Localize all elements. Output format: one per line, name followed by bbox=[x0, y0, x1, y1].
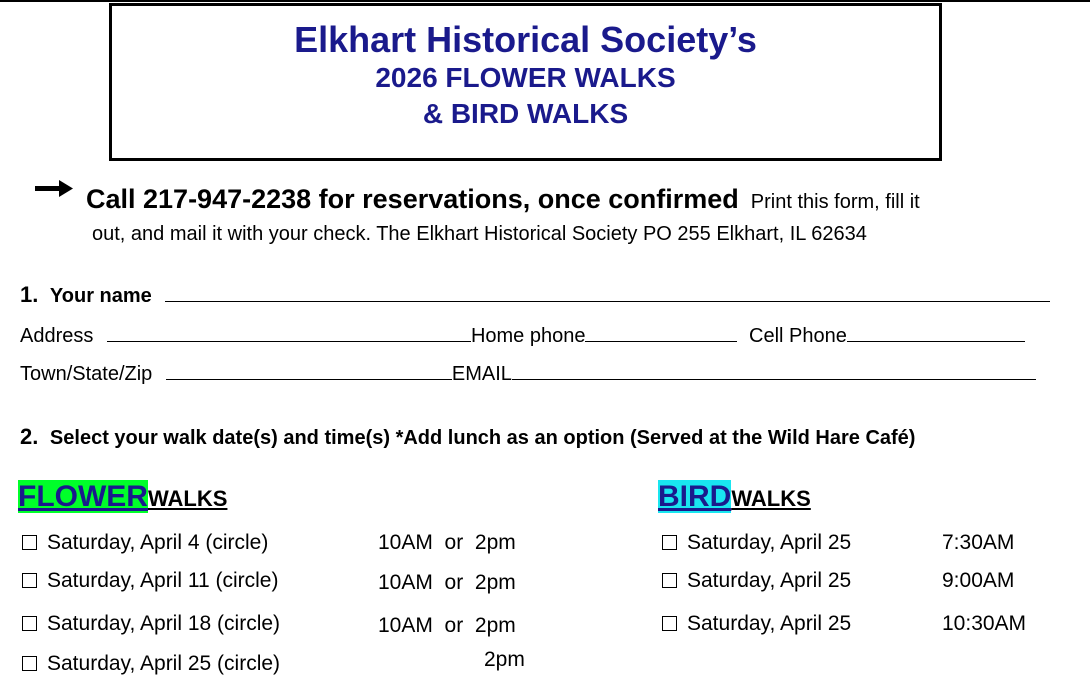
section2-label: Select your walk date(s) and time(s) *Add lunch as an option (Served at the Wild Hare Café) bbox=[49, 427, 916, 449]
bird-checkbox[interactable] bbox=[662, 573, 677, 588]
address-field[interactable] bbox=[107, 321, 471, 342]
flower-or-text: or bbox=[444, 531, 464, 554]
flower-item-label: Saturday, April 11 (circle) bbox=[47, 569, 279, 592]
flower-item bbox=[22, 652, 280, 676]
flower-time-options bbox=[378, 614, 516, 638]
flower-item bbox=[22, 569, 278, 593]
section1-number: 1. bbox=[20, 282, 39, 307]
top-rule bbox=[0, 0, 1090, 2]
cell-phone-field[interactable] bbox=[847, 321, 1025, 342]
flower-am-option[interactable]: 10AM bbox=[378, 614, 433, 637]
email-label: EMAIL bbox=[451, 363, 512, 385]
flower-pm-option[interactable]: 2pm bbox=[474, 614, 516, 637]
title-society: Elkhart Historical Society’s bbox=[294, 19, 757, 60]
name-field[interactable] bbox=[165, 281, 1050, 302]
town-row bbox=[20, 359, 1036, 386]
flower-item-label: Saturday, April 4 (circle) bbox=[47, 531, 269, 554]
address-row bbox=[20, 321, 1025, 348]
town-label: Town/State/Zip bbox=[20, 363, 153, 385]
flower-checkbox[interactable] bbox=[22, 535, 37, 550]
bird-item-label: Saturday, April 25 bbox=[687, 531, 852, 554]
flower-time-options bbox=[378, 571, 516, 595]
address-label: Address bbox=[20, 325, 94, 347]
home-phone-label: Home phone bbox=[470, 325, 586, 347]
bird-item-label: Saturday, April 25 bbox=[687, 569, 852, 592]
call-phone-text: Call 217-947-2238 for reservations, once confirmed bbox=[86, 184, 739, 214]
bird-item bbox=[662, 569, 851, 593]
town-field[interactable] bbox=[166, 359, 452, 380]
flower-walks-suffix: WALKS bbox=[147, 486, 228, 511]
email-field[interactable] bbox=[512, 359, 1036, 380]
bird-item bbox=[662, 612, 851, 636]
title-bird-walks: & BIRD WALKS bbox=[422, 98, 629, 129]
flower-item bbox=[22, 531, 268, 555]
home-phone-field[interactable] bbox=[585, 321, 737, 342]
bird-walks-suffix: WALKS bbox=[731, 486, 811, 511]
flower-item-label: Saturday, April 25 (circle) bbox=[47, 652, 281, 675]
flower-pm-option[interactable]: 2pm bbox=[484, 648, 525, 671]
bird-checkbox[interactable] bbox=[662, 616, 677, 631]
flower-or-text: or bbox=[444, 614, 464, 637]
title-box bbox=[109, 3, 942, 161]
name-label: Your name bbox=[49, 285, 152, 307]
call-print-text: Print this form, fill it bbox=[750, 191, 920, 213]
flower-time-options bbox=[484, 648, 525, 672]
flower-am-option[interactable]: 10AM bbox=[378, 571, 433, 594]
flower-checkbox[interactable] bbox=[22, 573, 37, 588]
call-instructions bbox=[86, 184, 920, 215]
bird-item-label: Saturday, April 25 bbox=[687, 612, 852, 635]
flower-checkbox[interactable] bbox=[22, 616, 37, 631]
bird-time: 7:30AM bbox=[942, 531, 1015, 554]
section2-number: 2. bbox=[20, 424, 39, 449]
flower-checkbox[interactable] bbox=[22, 656, 37, 671]
name-row bbox=[20, 281, 1050, 308]
title-flower-walks: 2026 FLOWER WALKS bbox=[375, 62, 676, 93]
flower-pm-option[interactable]: 2pm bbox=[474, 531, 516, 554]
right-arrow-icon bbox=[35, 180, 75, 200]
flower-walks-heading bbox=[18, 480, 227, 514]
mail-instructions: out, and mail it with your check. The Elkhart Historical Society PO 255 Elkhart, IL 62634 bbox=[92, 223, 867, 245]
bird-time: 10:30AM bbox=[942, 612, 1027, 635]
cell-phone-label: Cell Phone bbox=[749, 325, 847, 347]
bird-checkbox[interactable] bbox=[662, 535, 677, 550]
flower-pm-option[interactable]: 2pm bbox=[474, 571, 516, 594]
bird-time: 9:00AM bbox=[942, 569, 1015, 592]
flower-or-text: or bbox=[444, 571, 464, 594]
flower-time-options bbox=[378, 531, 516, 555]
section2-row bbox=[20, 424, 915, 450]
bird-walks-heading bbox=[658, 480, 811, 514]
bird-item bbox=[662, 531, 851, 555]
flower-item bbox=[22, 612, 280, 636]
flower-item-label: Saturday, April 18 (circle) bbox=[47, 612, 281, 635]
flower-heading: FLOWER bbox=[18, 480, 148, 513]
bird-heading: BIRD bbox=[658, 480, 732, 513]
flower-am-option[interactable]: 10AM bbox=[378, 531, 433, 554]
